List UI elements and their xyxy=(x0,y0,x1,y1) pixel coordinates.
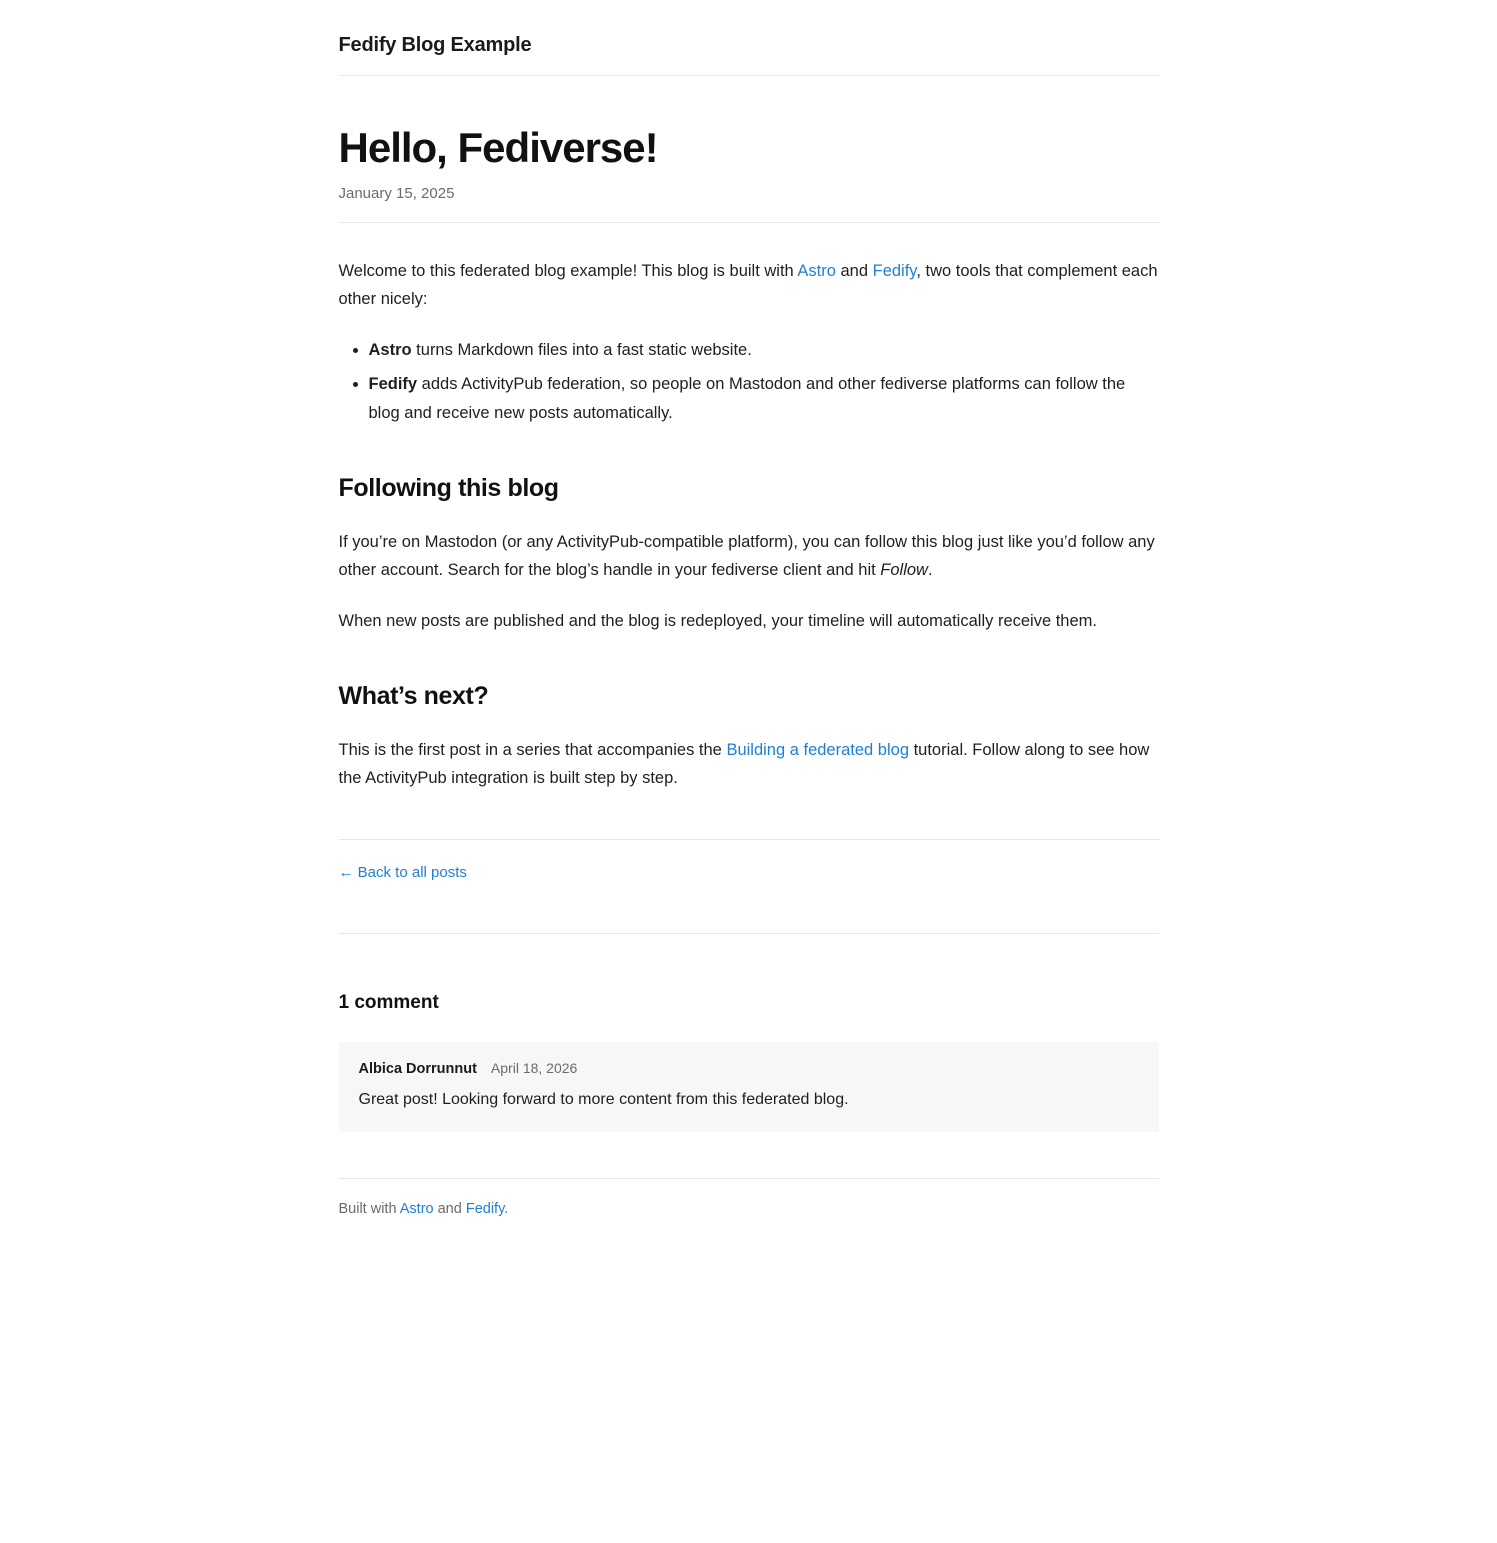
site-title: Fedify Blog Example xyxy=(338,34,532,56)
comments-heading: 1 comment xyxy=(338,991,439,1013)
list-item xyxy=(369,336,1159,364)
footer-middle: and xyxy=(433,1201,466,1218)
site-footer xyxy=(339,1178,1159,1257)
page-container xyxy=(339,0,1159,1257)
following-paragraph-2: When new posts are published and the blog is redeployed, your timeline will automatically receive them. xyxy=(338,611,1097,630)
comment-text: Great post! Looking forward to more content from this federated blog. xyxy=(358,1090,849,1108)
list-item-text: adds ActivityPub federation, so people on Mastodon and other fediverse platforms can follow the blog and receive new posts automatically. xyxy=(368,375,1126,422)
intro-paragraph xyxy=(339,257,1159,314)
list-item-term: Fedify xyxy=(368,375,418,394)
intro-text-part3: , two tools that complement each other nicely: xyxy=(338,262,1158,309)
post-date: January 15, 2025 xyxy=(338,185,455,203)
tools-list xyxy=(339,336,1159,427)
follow-emphasis: Follow xyxy=(880,561,928,580)
whats-next-text-part2: tutorial. Follow along to see how the ActivityPub integration is built step by step. xyxy=(338,741,1150,788)
comments-section xyxy=(339,933,1159,1133)
page-title: Hello, Fediverse! xyxy=(338,124,658,171)
footer-prefix: Built with xyxy=(338,1201,400,1218)
list-item-term: Astro xyxy=(368,340,412,359)
footer-suffix: . xyxy=(504,1201,509,1218)
footer-astro-link[interactable]: Astro xyxy=(399,1201,434,1218)
whats-next-paragraph xyxy=(339,736,1159,793)
fedify-link[interactable]: Fedify xyxy=(872,262,917,281)
footer-fedify-link[interactable]: Fedify xyxy=(465,1201,505,1218)
following-text-part2: . xyxy=(927,561,933,580)
post-navigation xyxy=(339,839,1159,881)
tutorial-link[interactable]: Building a federated blog xyxy=(726,741,909,760)
comment-author: Albica Dorrunnut xyxy=(358,1060,477,1077)
following-text-part1: If you’re on Mastodon (or any ActivityPub-compatible platform), you can follow this blog just like you’d follow any other account. Search for the blog’s handle in your fediverse client and hit xyxy=(338,532,1155,580)
intro-text-part1: Welcome to this federated blog example! This blog is built with xyxy=(338,262,798,281)
intro-text-part2: and xyxy=(835,262,873,281)
comment-meta xyxy=(359,1060,1139,1077)
following-paragraph-1 xyxy=(339,528,1159,585)
post-body xyxy=(339,223,1159,793)
list-item-text: turns Markdown files into a fast static website. xyxy=(411,340,752,359)
comment-item xyxy=(339,1042,1159,1133)
post-header xyxy=(339,76,1159,223)
site-header xyxy=(339,34,1159,76)
section-heading-whats-next: What’s next? xyxy=(338,682,489,711)
whats-next-text-part1: This is the first post in a series that accompanies the xyxy=(338,741,727,760)
section-heading-following: Following this blog xyxy=(338,473,559,502)
list-item xyxy=(369,370,1159,427)
astro-link[interactable]: Astro xyxy=(797,262,836,281)
comment-date: April 18, 2026 xyxy=(490,1059,578,1076)
back-to-all-posts-link[interactable]: ← Back to all posts xyxy=(338,863,467,881)
